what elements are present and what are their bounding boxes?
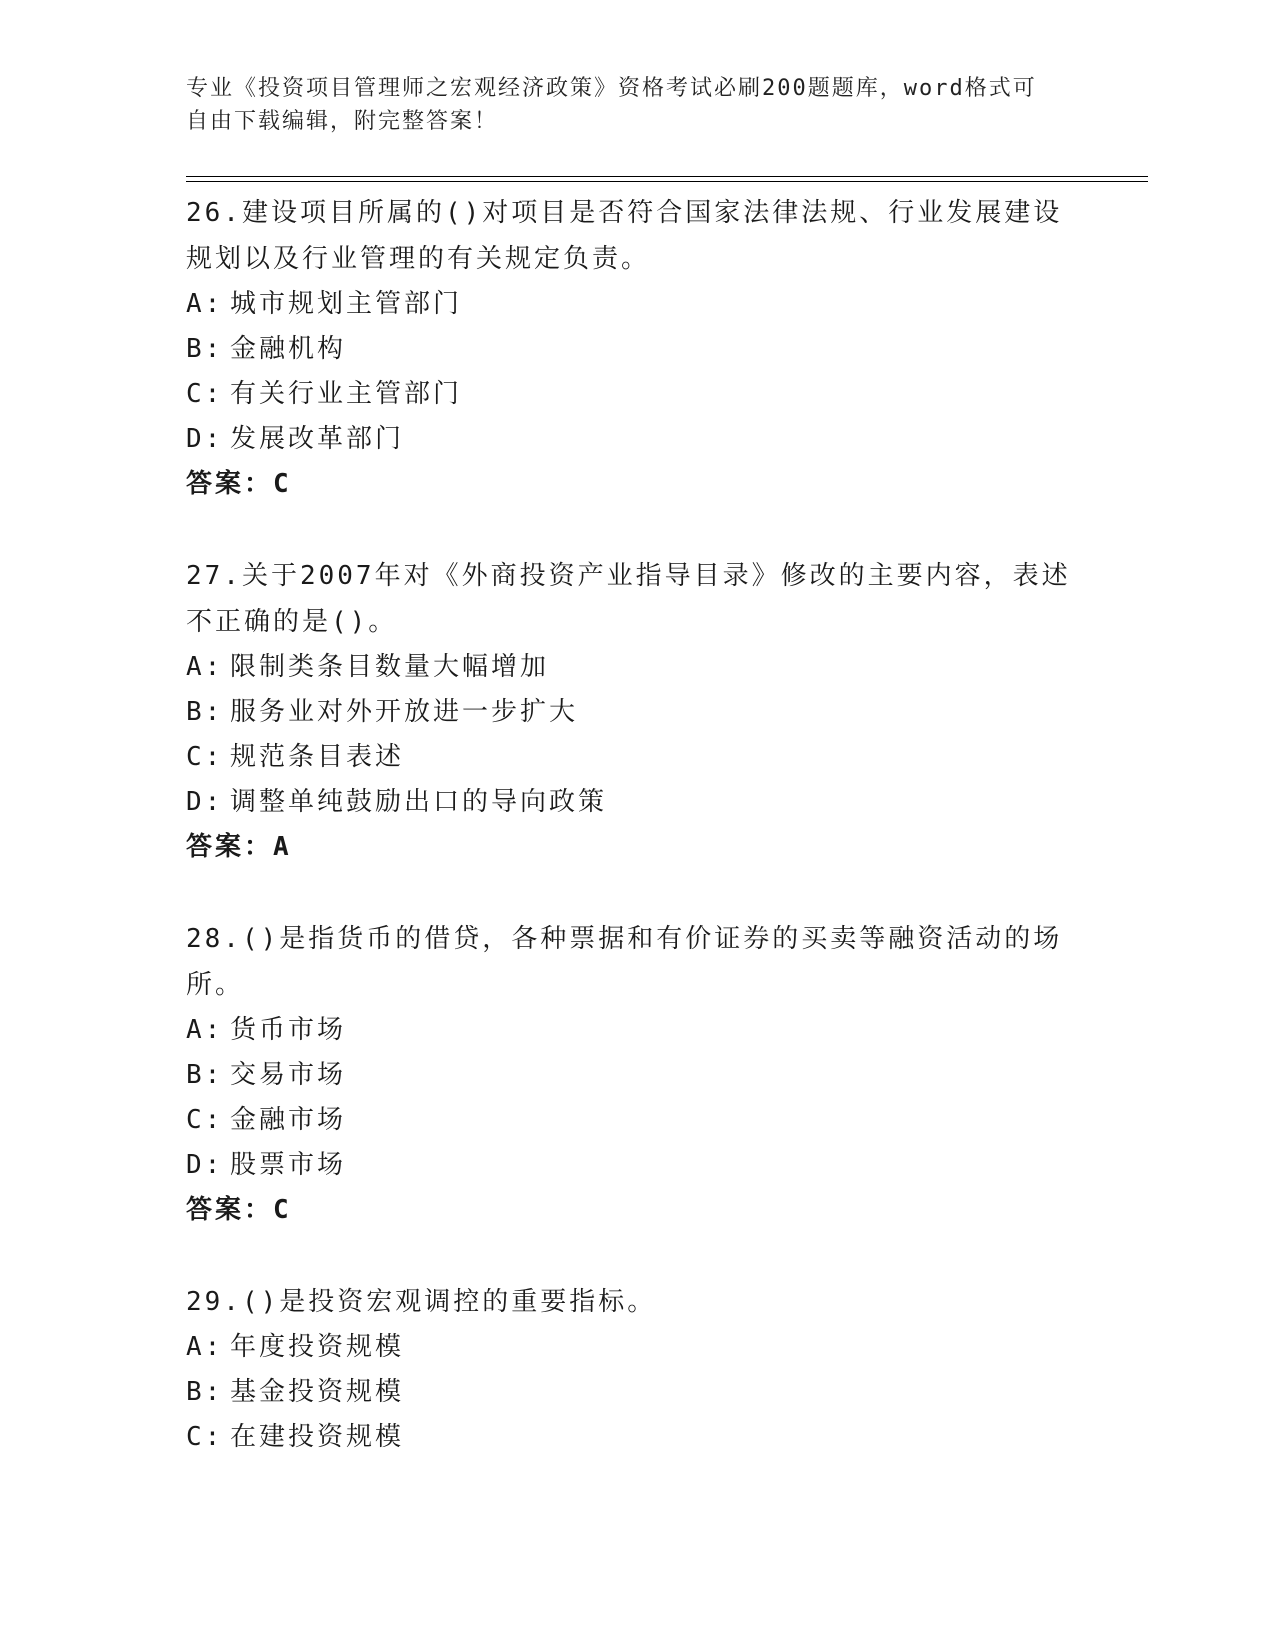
question-29 <box>186 1279 1086 1460</box>
header-line-2: 自由下载编辑，附完整答案！ <box>186 109 499 134</box>
option-text: 发展改革部门 <box>230 424 405 454</box>
option-text: 年度投资规模 <box>230 1332 405 1362</box>
option-letter: A: <box>186 652 224 682</box>
option-letter: C: <box>186 742 224 772</box>
answer: 答案：C <box>186 1195 292 1225</box>
header-line-1: 专业《投资项目管理师之宏观经济政策》资格考试必刷200题题库，word格式可 <box>186 76 1037 101</box>
option-letter: D: <box>186 424 224 454</box>
answer: 答案：C <box>186 469 292 499</box>
answer: 答案：A <box>186 832 292 862</box>
option-text: 调整单纯鼓励出口的导向政策 <box>230 787 608 817</box>
option-a <box>186 1008 1086 1053</box>
option-text: 交易市场 <box>230 1060 347 1090</box>
option-letter: C: <box>186 1105 224 1135</box>
question-27 <box>186 553 1086 870</box>
option-a <box>186 645 1086 690</box>
option-letter: B: <box>186 334 224 364</box>
option-letter: B: <box>186 1377 224 1407</box>
question-26 <box>186 190 1086 507</box>
option-text: 基金投资规模 <box>230 1377 405 1407</box>
option-text: 在建投资规模 <box>230 1422 405 1452</box>
question-28 <box>186 916 1086 1233</box>
question-stem: 28.()是指货币的借贷，各种票据和有价证券的买卖等融资活动的场所。 <box>186 924 1063 1000</box>
option-b <box>186 1370 1086 1415</box>
option-letter: D: <box>186 787 224 817</box>
option-letter: C: <box>186 1422 224 1452</box>
option-letter: A: <box>186 1332 224 1362</box>
option-text: 金融市场 <box>230 1105 347 1135</box>
option-text: 货币市场 <box>230 1015 347 1045</box>
question-stem: 29.()是投资宏观调控的重要指标。 <box>186 1287 657 1317</box>
option-a <box>186 1325 1086 1370</box>
option-letter: A: <box>186 1015 224 1045</box>
option-c <box>186 735 1086 780</box>
option-b <box>186 1053 1086 1098</box>
option-c <box>186 1415 1086 1460</box>
question-stem: 27.关于2007年对《外商投资产业指导目录》修改的主要内容，表述不正确的是()。 <box>186 561 1071 637</box>
option-text: 城市规划主管部门 <box>230 289 463 319</box>
option-b <box>186 327 1086 372</box>
option-text: 金融机构 <box>230 334 347 364</box>
option-letter: C: <box>186 379 224 409</box>
option-d <box>186 780 1086 825</box>
option-letter: D: <box>186 1150 224 1180</box>
question-stem: 26.建设项目所属的()对项目是否符合国家法律法规、行业发展建设规划以及行业管理的有关规定负责。 <box>186 198 1063 274</box>
option-text: 股票市场 <box>230 1150 347 1180</box>
header-divider-bottom <box>186 181 1148 182</box>
option-text: 服务业对外开放进一步扩大 <box>230 697 579 727</box>
option-a <box>186 282 1086 327</box>
option-letter: B: <box>186 697 224 727</box>
document-header <box>186 72 1066 138</box>
header-divider-top <box>186 176 1148 177</box>
option-c <box>186 372 1086 417</box>
option-text: 限制类条目数量大幅增加 <box>230 652 550 682</box>
option-b <box>186 690 1086 735</box>
question-list <box>186 190 1086 1506</box>
option-text: 有关行业主管部门 <box>230 379 463 409</box>
option-letter: B: <box>186 1060 224 1090</box>
option-c <box>186 1098 1086 1143</box>
option-d <box>186 417 1086 462</box>
option-d <box>186 1143 1086 1188</box>
option-text: 规范条目表述 <box>230 742 405 772</box>
option-letter: A: <box>186 289 224 319</box>
